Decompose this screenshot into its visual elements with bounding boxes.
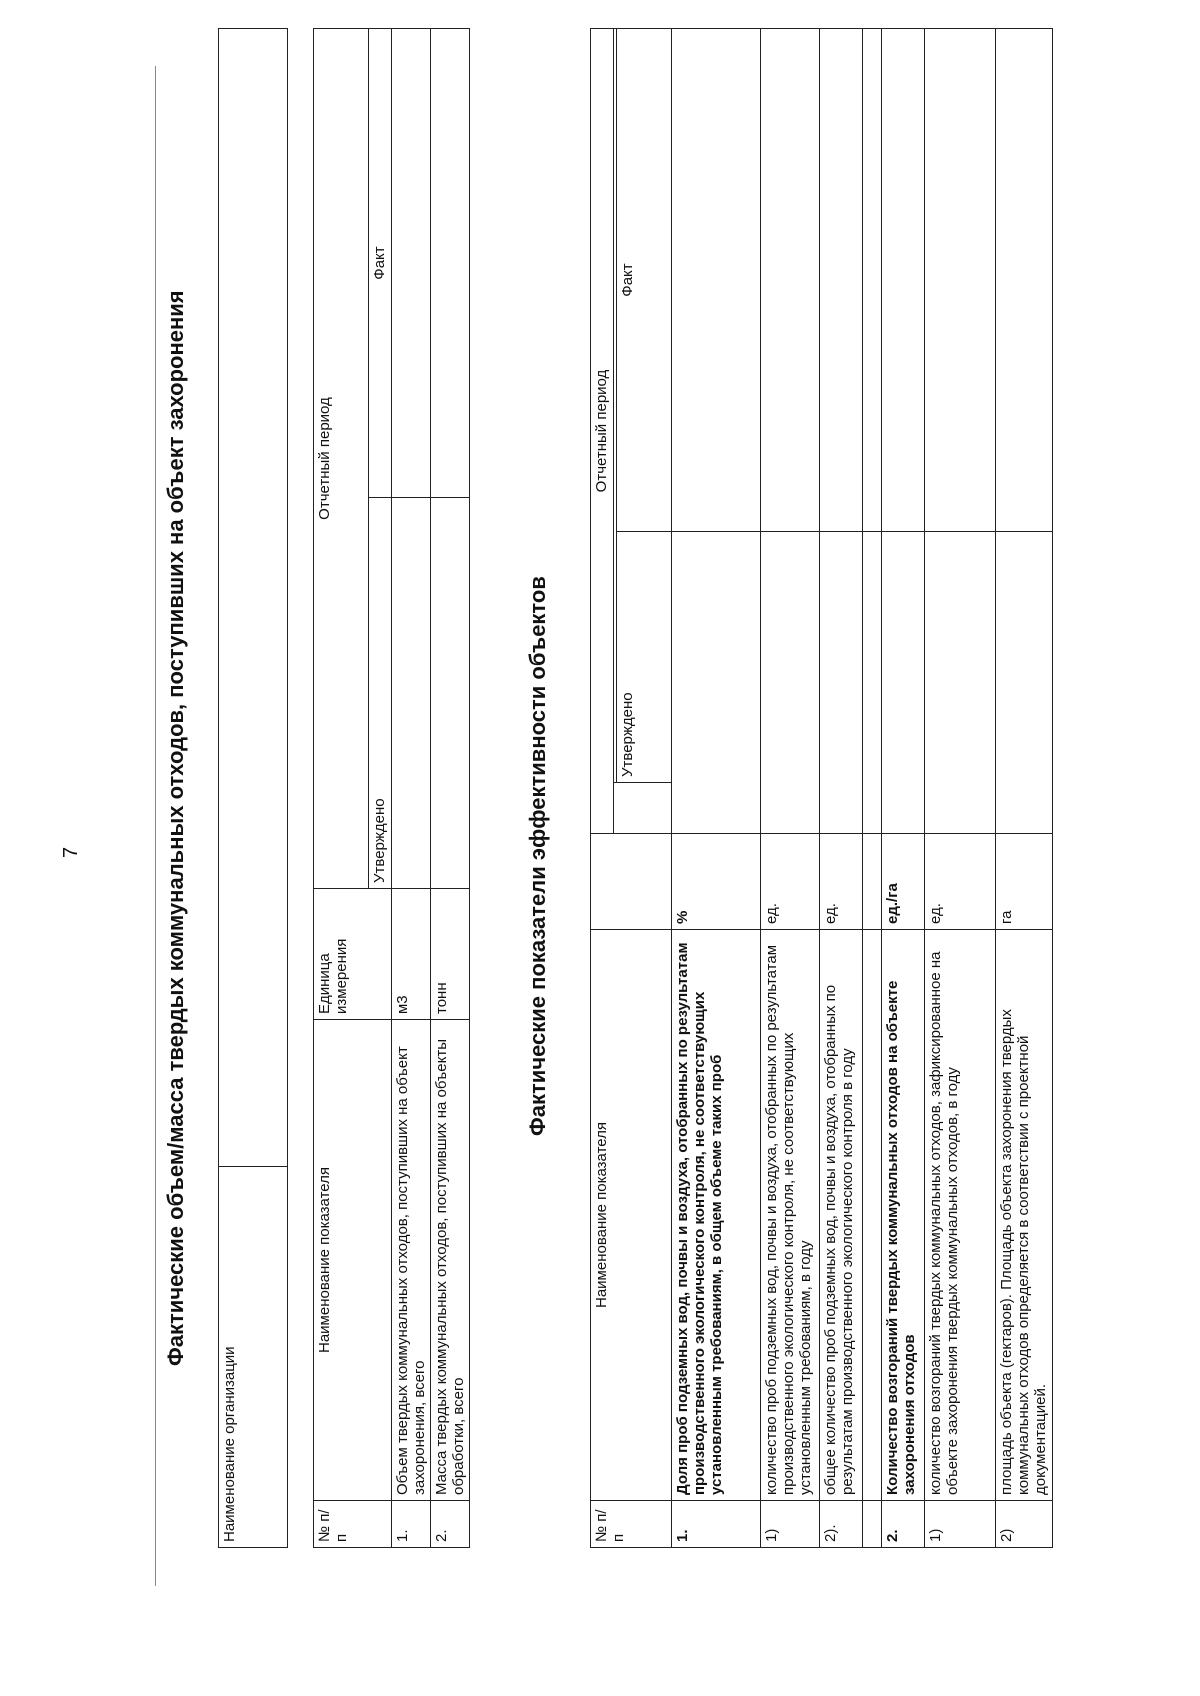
section-title-efficiency: Фактические показатели эффективности объектов — [525, 576, 550, 1136]
organization-value[interactable] — [219, 29, 288, 1167]
row-num: 2. — [431, 1501, 470, 1548]
row-fact-cell[interactable] — [996, 29, 1053, 532]
row-fact-cell[interactable] — [882, 29, 925, 532]
row-name: Масса твердых коммунальных отходов, поступивших на объекты обработки, всего — [431, 1020, 470, 1501]
row-name: количество проб подземных вод, почвы и воздуха, отобранных по результатам производственного экологического контроля, не соответствующих установленным требованиям, в году — [761, 930, 820, 1501]
row-unit: ед./га — [882, 834, 925, 930]
row-unit: ед. — [820, 834, 863, 930]
table-row — [925, 29, 996, 1548]
col-approved-header: Утверждено — [617, 532, 672, 783]
table-header-row — [591, 29, 614, 1548]
row-unit: ед. — [925, 834, 996, 930]
row-unit — [863, 834, 882, 930]
row-approved-cell[interactable] — [761, 532, 820, 834]
row-unit: га — [996, 834, 1053, 930]
row-fact-cell[interactable] — [672, 29, 761, 532]
row-approved-cell[interactable] — [392, 498, 431, 889]
header-rule — [155, 66, 156, 1586]
volume-table — [313, 28, 470, 1548]
col-fact-header: Факт — [369, 29, 392, 498]
row-num: 1. — [672, 1501, 761, 1548]
col-name-header: Наименование показателя — [591, 930, 672, 1501]
row-fact-cell[interactable] — [925, 29, 996, 532]
organization-label: Наименование организации — [219, 1167, 288, 1548]
row-num — [863, 1501, 882, 1548]
row-num: 1) — [761, 1501, 820, 1548]
table-header-row — [314, 29, 369, 1548]
row-approved-cell[interactable] — [431, 498, 470, 889]
table-row — [820, 29, 863, 1548]
row-num: 2. — [882, 1501, 925, 1548]
table-row — [882, 29, 925, 1548]
row-name: Количество возгораний твердых коммунальных отходов на объекте захоронения отходов — [882, 930, 925, 1501]
row-num: 1) — [925, 1501, 996, 1548]
row-approved-cell[interactable] — [820, 532, 863, 834]
row-approved-cell[interactable] — [925, 532, 996, 834]
col-blank-header — [614, 783, 672, 834]
table-row — [392, 29, 431, 1548]
col-unit-header — [591, 834, 672, 930]
organization-table — [218, 28, 288, 1548]
row-unit: ед. — [761, 834, 820, 930]
row-unit: % — [672, 834, 761, 930]
col-period-header: Отчетный период — [314, 29, 369, 889]
row-name: Доля проб подземных вод, почвы и воздуха, отобранных по результатам производственного экологического контроля, не соответствующих установленным требованиям, в общем объеме таких проб — [672, 930, 761, 1501]
table-row — [863, 29, 882, 1548]
row-approved-cell[interactable] — [672, 532, 761, 834]
section-title-volume: Фактические объем/масса твердых коммунальных отходов, поступивших на объект захоронения — [163, 290, 188, 1366]
row-num: 1. — [392, 1501, 431, 1548]
row-fact-cell[interactable] — [431, 29, 470, 498]
col-unit-header: Единица измерения — [314, 889, 392, 1020]
table-row — [761, 29, 820, 1548]
row-approved-cell[interactable] — [996, 532, 1053, 834]
row-approved-cell[interactable] — [863, 532, 882, 834]
row-approved-cell[interactable] — [882, 532, 925, 834]
row-name — [863, 930, 882, 1501]
row-unit: м3 — [392, 889, 431, 1020]
table-row — [431, 29, 470, 1548]
row-fact-cell[interactable] — [761, 29, 820, 532]
page-number: 7 — [60, 846, 82, 858]
row-num: 2). — [820, 1501, 863, 1548]
row-fact-cell[interactable] — [820, 29, 863, 532]
col-name-header: Наименование показателя — [314, 1020, 392, 1501]
col-num-header: № п/п — [591, 1501, 672, 1548]
row-name: общее количество проб подземных вод, почвы и воздуха, отобранных по результатам производственного экологического контроля в году — [820, 930, 863, 1501]
efficiency-table — [590, 28, 1053, 1548]
row-unit: тонн — [431, 889, 470, 1020]
row-num: 2) — [996, 1501, 1053, 1548]
table-row — [672, 29, 761, 1548]
row-name: Объем твердых коммунальных отходов, поступивших на объект захоронения, всего — [392, 1020, 431, 1501]
col-num-header: № п/п — [314, 1501, 392, 1548]
table-row — [996, 29, 1053, 1548]
col-period-header: Отчетный период — [591, 29, 614, 834]
row-name: количество возгораний твердых коммунальных отходов, зафиксированное на объекте захоронения твердых коммунальных отходов, в году — [925, 930, 996, 1501]
col-approved-header: Утверждено — [369, 498, 392, 889]
row-fact-cell[interactable] — [863, 29, 882, 532]
row-fact-cell[interactable] — [392, 29, 431, 498]
col-fact-header: Факт — [617, 29, 672, 532]
row-name: площадь объекта (гектаров). Площадь объекта захоронения твердых коммунальных отходов определяется в соответствии с проектной документацией. — [996, 930, 1053, 1501]
